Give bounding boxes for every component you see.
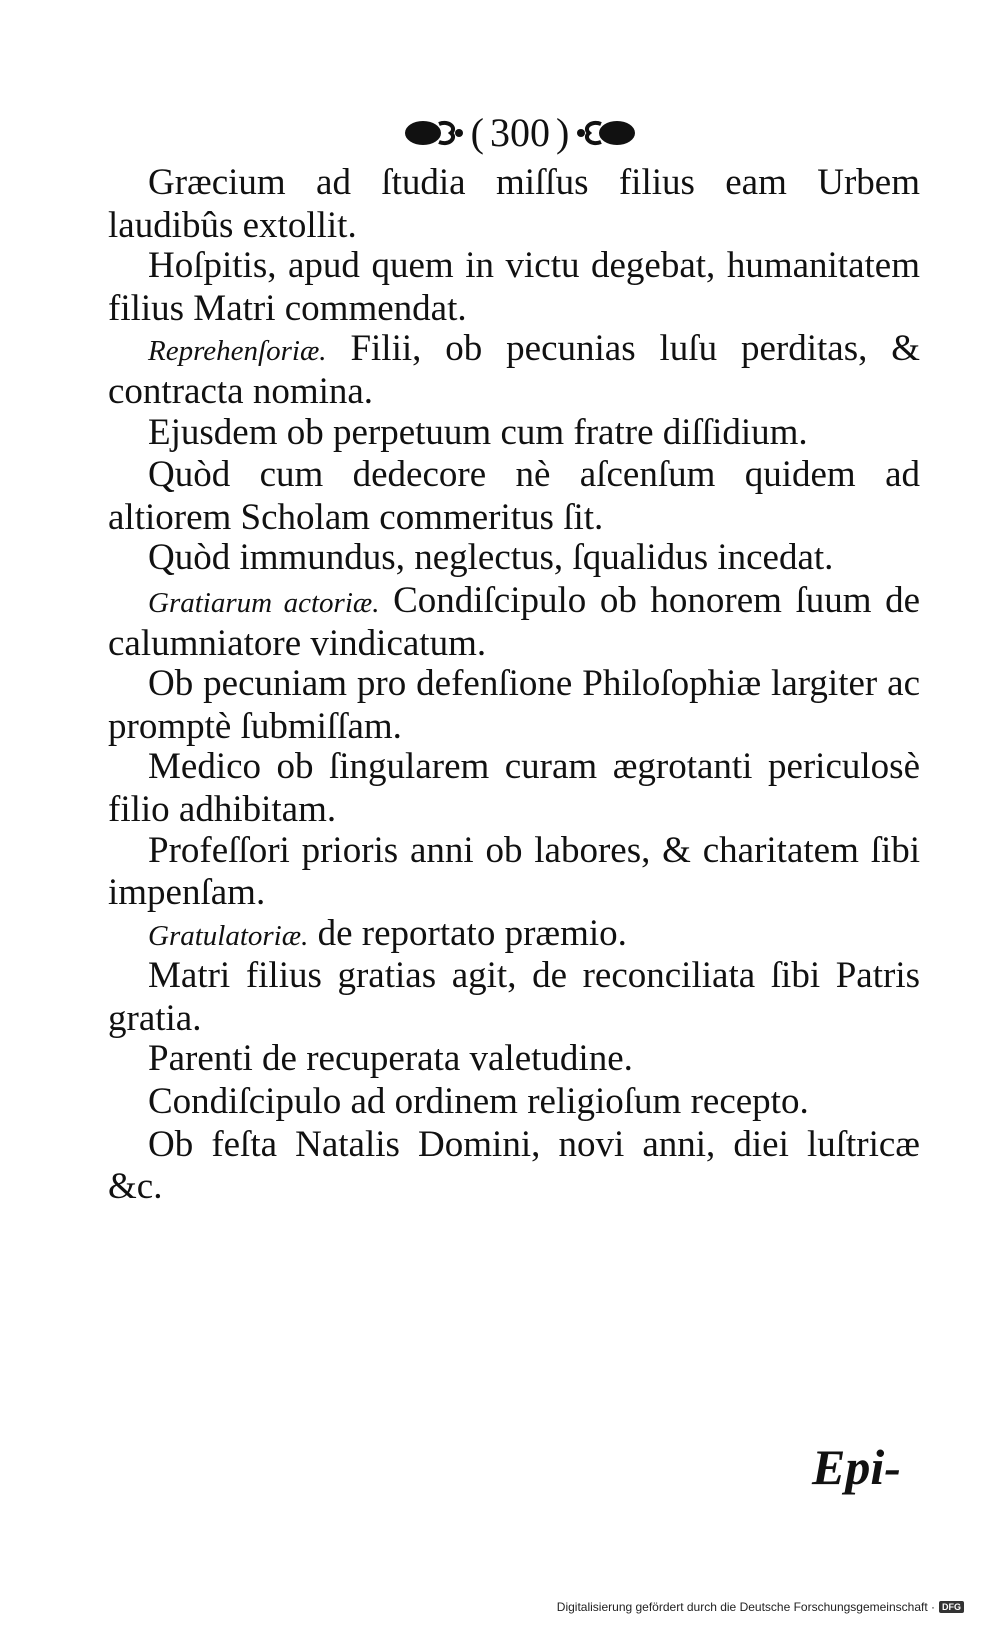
- header-open-paren: (: [470, 110, 484, 155]
- entry-11: [108, 914, 920, 957]
- entry-label: Reprehenſoriæ.: [148, 335, 327, 368]
- entry-9: [108, 747, 920, 830]
- entry-6: [108, 538, 920, 581]
- entry-text: Græcium ad ſtudia miſſus filius eam Urbem laudibûs extollit.: [108, 162, 920, 246]
- footer-text: Digitalisierung gefördert durch die Deutsche Forschungsgemeinschaft ·: [556, 1600, 935, 1614]
- entry-text: Ejusdem ob perpetuum cum fratre diſſidium.: [148, 411, 808, 453]
- entry-text: Condiſcipulo ad ordinem religioſum recepto.: [148, 1081, 809, 1123]
- entry-7: [108, 581, 920, 664]
- entry-text: Quòd immundus, neglectus, ſqualidus incedat.: [148, 537, 834, 579]
- entry-4: [108, 413, 920, 456]
- entry-text: Filii, ob pecunias luſu perditas, & contracta nomina.: [108, 328, 921, 412]
- entry-13: [108, 1039, 920, 1082]
- entry-12: [108, 956, 920, 1039]
- entry-label: Gratulatoriæ.: [148, 919, 309, 952]
- ornament-left-icon: [403, 116, 465, 150]
- entry-label: Gratiarum actoriæ.: [148, 586, 380, 619]
- entry-text: Ob feſta Natalis Domini, novi anni, diei luſtricæ &c.: [108, 1123, 920, 1208]
- entry-2: [108, 246, 920, 329]
- entry-text: Condiſcipulo ob honorem ſuum de calumniatore vindicatum.: [108, 579, 921, 664]
- running-header: [370, 108, 670, 158]
- entry-text: Profeſſori prioris anni ob labores, & charitatem ſibi impenſam.: [108, 829, 920, 914]
- entry-1: [108, 163, 920, 246]
- digitization-footer: [557, 1600, 964, 1614]
- entry-14: [108, 1082, 920, 1125]
- entry-text: Ob pecuniam pro defenſione Philoſophiæ largiter ac promptè ſubmiſſam.: [108, 663, 920, 747]
- entry-text: Hoſpitis, apud quem in victu degebat, humanitatem filius Matri commendat.: [108, 245, 920, 329]
- entry-5: [108, 455, 920, 538]
- entry-15: [108, 1125, 920, 1208]
- dfg-logo-badge: DFG: [939, 1601, 964, 1613]
- entry-text: Parenti de recuperata valetudine.: [148, 1038, 633, 1080]
- entry-8: [108, 664, 920, 747]
- entry-text: de reportato præmio.: [317, 912, 627, 954]
- ornament-right-icon: [575, 116, 637, 150]
- body-text: [108, 163, 920, 1208]
- header-close-paren: ): [556, 110, 570, 155]
- entry-text: Medico ob ſingularem curam ægrotanti periculosè filio adhibitam.: [108, 746, 920, 830]
- entry-3: [108, 329, 920, 412]
- catchword: Epi-: [812, 1439, 901, 1495]
- entry-10: [108, 831, 920, 914]
- page-number: 300: [490, 110, 550, 155]
- entry-text: Matri filius gratias agit, de reconciliata ſibi Patris gratia.: [108, 955, 920, 1039]
- entry-text: Quòd cum dedecore nè aſcenſum quidem ad altiorem Scholam commeritus ſit.: [108, 454, 920, 538]
